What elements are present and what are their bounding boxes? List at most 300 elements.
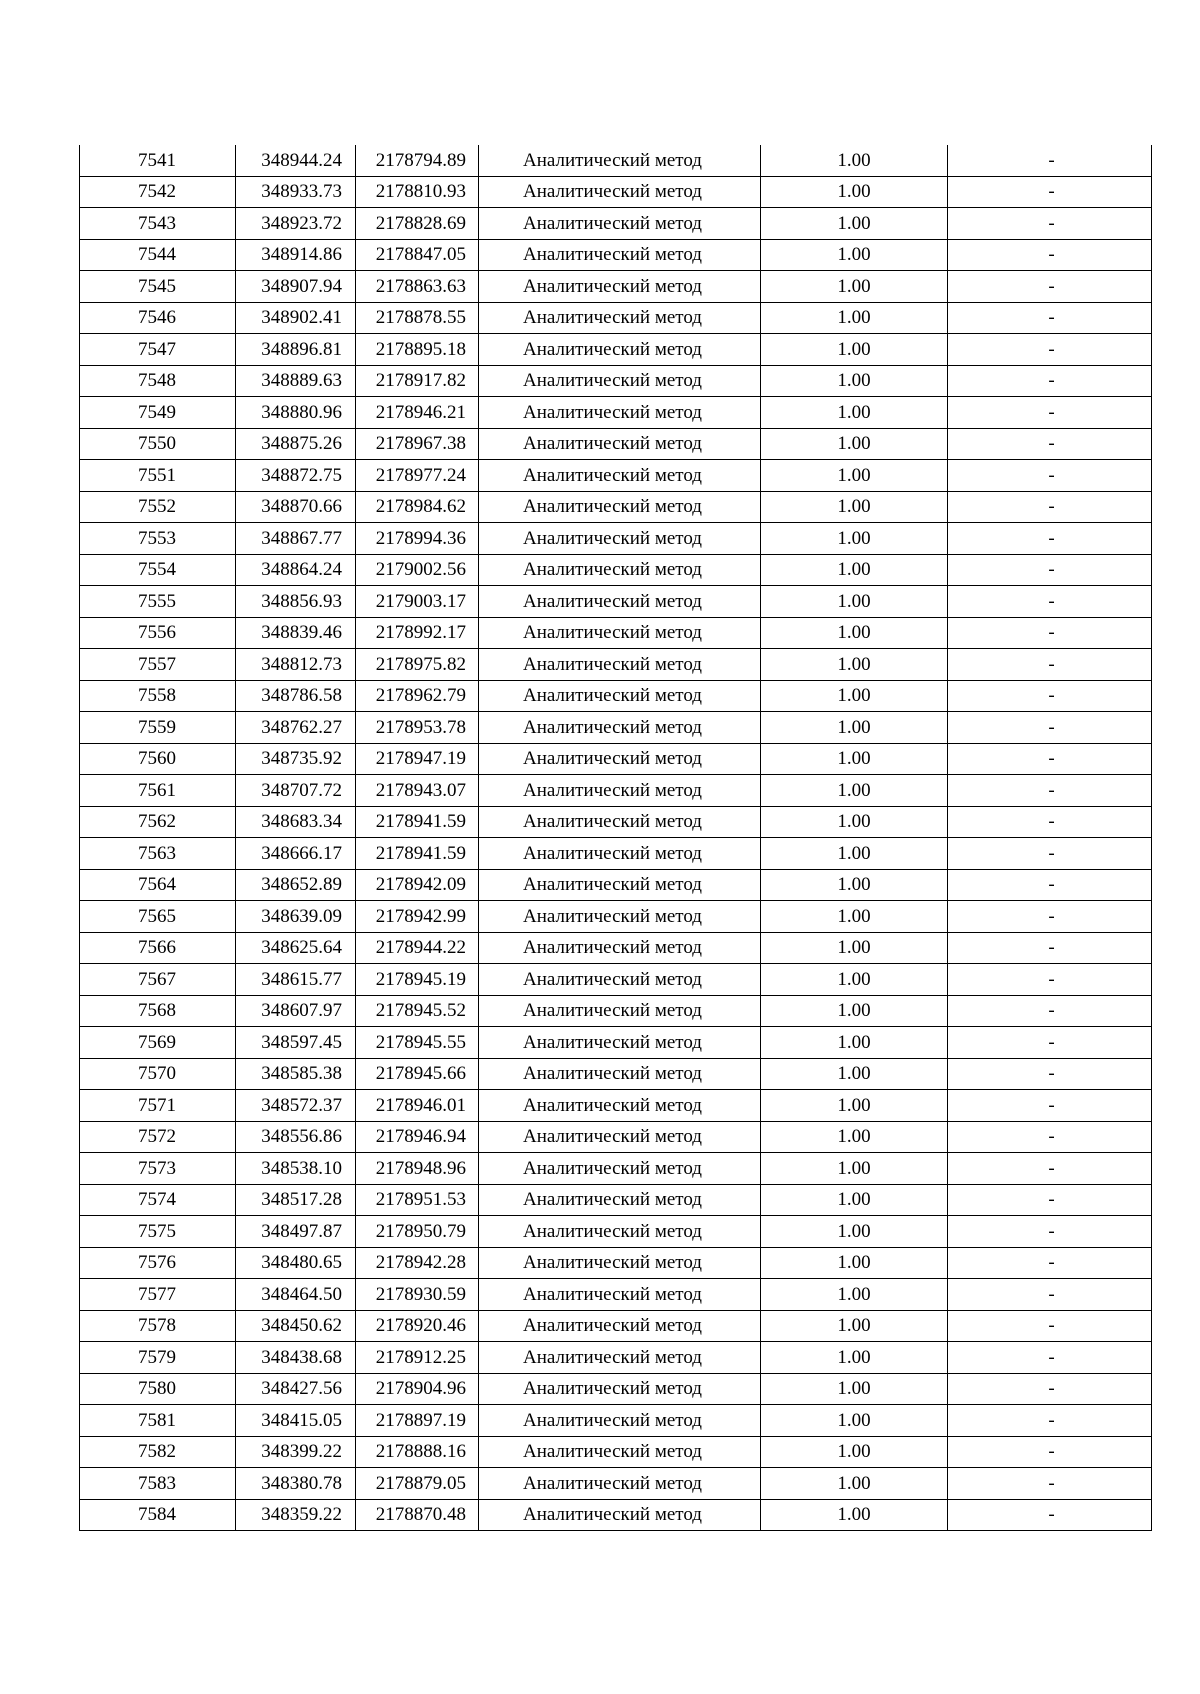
accuracy-cell: 1.00	[761, 145, 948, 176]
note-cell: -	[948, 1058, 1152, 1090]
table-row	[80, 1499, 1152, 1531]
y-coordinate-cell: 2178975.82	[356, 649, 479, 681]
x-coordinate-cell: 348762.27	[236, 712, 356, 744]
accuracy-cell: 1.00	[761, 239, 948, 271]
point-number-cell: 7568	[80, 995, 236, 1027]
method-cell: Аналитический метод	[479, 1436, 761, 1468]
y-coordinate-cell: 2178878.55	[356, 302, 479, 334]
point-number-cell: 7573	[80, 1153, 236, 1185]
method-cell: Аналитический метод	[479, 1058, 761, 1090]
method-cell: Аналитический метод	[479, 334, 761, 366]
y-coordinate-cell: 2178917.82	[356, 365, 479, 397]
note-cell: -	[948, 460, 1152, 492]
point-number-cell: 7572	[80, 1121, 236, 1153]
method-cell: Аналитический метод	[479, 1342, 761, 1374]
point-number-cell: 7542	[80, 176, 236, 208]
note-cell: -	[948, 365, 1152, 397]
method-cell: Аналитический метод	[479, 145, 761, 176]
table-row	[80, 1058, 1152, 1090]
y-coordinate-cell: 2178810.93	[356, 176, 479, 208]
coordinates-table	[79, 145, 1152, 1531]
y-coordinate-cell: 2178946.21	[356, 397, 479, 429]
point-number-cell: 7547	[80, 334, 236, 366]
x-coordinate-cell: 348572.37	[236, 1090, 356, 1122]
y-coordinate-cell: 2178945.19	[356, 964, 479, 996]
note-cell: -	[948, 1499, 1152, 1531]
accuracy-cell: 1.00	[761, 964, 948, 996]
x-coordinate-cell: 348933.73	[236, 176, 356, 208]
y-coordinate-cell: 2178912.25	[356, 1342, 479, 1374]
y-coordinate-cell: 2178984.62	[356, 491, 479, 523]
note-cell: -	[948, 1153, 1152, 1185]
y-coordinate-cell: 2178967.38	[356, 428, 479, 460]
x-coordinate-cell: 348839.46	[236, 617, 356, 649]
y-coordinate-cell: 2178930.59	[356, 1279, 479, 1311]
point-number-cell: 7548	[80, 365, 236, 397]
y-coordinate-cell: 2178994.36	[356, 523, 479, 555]
note-cell: -	[948, 1468, 1152, 1500]
accuracy-cell: 1.00	[761, 743, 948, 775]
table-row	[80, 995, 1152, 1027]
point-number-cell: 7580	[80, 1373, 236, 1405]
method-cell: Аналитический метод	[479, 743, 761, 775]
y-coordinate-cell: 2178948.96	[356, 1153, 479, 1185]
table-row	[80, 1405, 1152, 1437]
point-number-cell: 7549	[80, 397, 236, 429]
note-cell: -	[948, 775, 1152, 807]
table-row	[80, 208, 1152, 240]
point-number-cell: 7552	[80, 491, 236, 523]
method-cell: Аналитический метод	[479, 523, 761, 555]
note-cell: -	[948, 428, 1152, 460]
x-coordinate-cell: 348607.97	[236, 995, 356, 1027]
point-number-cell: 7557	[80, 649, 236, 681]
point-number-cell: 7561	[80, 775, 236, 807]
point-number-cell: 7571	[80, 1090, 236, 1122]
note-cell: -	[948, 1247, 1152, 1279]
x-coordinate-cell: 348585.38	[236, 1058, 356, 1090]
table-row	[80, 806, 1152, 838]
method-cell: Аналитический метод	[479, 1499, 761, 1531]
table-row	[80, 617, 1152, 649]
method-cell: Аналитический метод	[479, 806, 761, 838]
x-coordinate-cell: 348944.24	[236, 145, 356, 176]
x-coordinate-cell: 348683.34	[236, 806, 356, 838]
point-number-cell: 7550	[80, 428, 236, 460]
point-number-cell: 7553	[80, 523, 236, 555]
method-cell: Аналитический метод	[479, 1027, 761, 1059]
table-row	[80, 334, 1152, 366]
accuracy-cell: 1.00	[761, 1310, 948, 1342]
x-coordinate-cell: 348615.77	[236, 964, 356, 996]
table-row	[80, 523, 1152, 555]
note-cell: -	[948, 491, 1152, 523]
table-row	[80, 365, 1152, 397]
method-cell: Аналитический метод	[479, 901, 761, 933]
method-cell: Аналитический метод	[479, 586, 761, 618]
method-cell: Аналитический метод	[479, 1310, 761, 1342]
table-row	[80, 239, 1152, 271]
method-cell: Аналитический метод	[479, 617, 761, 649]
point-number-cell: 7582	[80, 1436, 236, 1468]
x-coordinate-cell: 348923.72	[236, 208, 356, 240]
point-number-cell: 7570	[80, 1058, 236, 1090]
table-row	[80, 145, 1152, 176]
y-coordinate-cell: 2178941.59	[356, 806, 479, 838]
accuracy-cell: 1.00	[761, 869, 948, 901]
accuracy-cell: 1.00	[761, 649, 948, 681]
note-cell: -	[948, 1184, 1152, 1216]
method-cell: Аналитический метод	[479, 680, 761, 712]
accuracy-cell: 1.00	[761, 901, 948, 933]
accuracy-cell: 1.00	[761, 460, 948, 492]
x-coordinate-cell: 348625.64	[236, 932, 356, 964]
y-coordinate-cell: 2178897.19	[356, 1405, 479, 1437]
table-row	[80, 1310, 1152, 1342]
y-coordinate-cell: 2178942.28	[356, 1247, 479, 1279]
x-coordinate-cell: 348907.94	[236, 271, 356, 303]
x-coordinate-cell: 348415.05	[236, 1405, 356, 1437]
method-cell: Аналитический метод	[479, 1216, 761, 1248]
accuracy-cell: 1.00	[761, 775, 948, 807]
accuracy-cell: 1.00	[761, 176, 948, 208]
x-coordinate-cell: 348889.63	[236, 365, 356, 397]
y-coordinate-cell: 2178863.63	[356, 271, 479, 303]
note-cell: -	[948, 838, 1152, 870]
table-row	[80, 302, 1152, 334]
point-number-cell: 7576	[80, 1247, 236, 1279]
accuracy-cell: 1.00	[761, 1342, 948, 1374]
y-coordinate-cell: 2178904.96	[356, 1373, 479, 1405]
x-coordinate-cell: 348867.77	[236, 523, 356, 555]
note-cell: -	[948, 1027, 1152, 1059]
note-cell: -	[948, 806, 1152, 838]
accuracy-cell: 1.00	[761, 523, 948, 555]
coordinates-table-body	[80, 145, 1152, 1531]
note-cell: -	[948, 1216, 1152, 1248]
note-cell: -	[948, 743, 1152, 775]
table-row	[80, 649, 1152, 681]
table-row	[80, 1279, 1152, 1311]
point-number-cell: 7543	[80, 208, 236, 240]
method-cell: Аналитический метод	[479, 869, 761, 901]
x-coordinate-cell: 348597.45	[236, 1027, 356, 1059]
y-coordinate-cell: 2178977.24	[356, 460, 479, 492]
point-number-cell: 7565	[80, 901, 236, 933]
note-cell: -	[948, 680, 1152, 712]
accuracy-cell: 1.00	[761, 838, 948, 870]
x-coordinate-cell: 348735.92	[236, 743, 356, 775]
accuracy-cell: 1.00	[761, 712, 948, 744]
x-coordinate-cell: 348652.89	[236, 869, 356, 901]
method-cell: Аналитический метод	[479, 176, 761, 208]
x-coordinate-cell: 348480.65	[236, 1247, 356, 1279]
y-coordinate-cell: 2178879.05	[356, 1468, 479, 1500]
x-coordinate-cell: 348872.75	[236, 460, 356, 492]
x-coordinate-cell: 348464.50	[236, 1279, 356, 1311]
table-row	[80, 712, 1152, 744]
y-coordinate-cell: 2178847.05	[356, 239, 479, 271]
y-coordinate-cell: 2179002.56	[356, 554, 479, 586]
y-coordinate-cell: 2178953.78	[356, 712, 479, 744]
point-number-cell: 7584	[80, 1499, 236, 1531]
method-cell: Аналитический метод	[479, 932, 761, 964]
table-row	[80, 1247, 1152, 1279]
method-cell: Аналитический метод	[479, 428, 761, 460]
note-cell: -	[948, 1373, 1152, 1405]
x-coordinate-cell: 348639.09	[236, 901, 356, 933]
table-row	[80, 1090, 1152, 1122]
table-row	[80, 491, 1152, 523]
note-cell: -	[948, 302, 1152, 334]
point-number-cell: 7563	[80, 838, 236, 870]
x-coordinate-cell: 348438.68	[236, 1342, 356, 1374]
method-cell: Аналитический метод	[479, 460, 761, 492]
point-number-cell: 7551	[80, 460, 236, 492]
accuracy-cell: 1.00	[761, 334, 948, 366]
point-number-cell: 7583	[80, 1468, 236, 1500]
point-number-cell: 7566	[80, 932, 236, 964]
accuracy-cell: 1.00	[761, 1216, 948, 1248]
x-coordinate-cell: 348517.28	[236, 1184, 356, 1216]
table-row	[80, 964, 1152, 996]
x-coordinate-cell: 348902.41	[236, 302, 356, 334]
accuracy-cell: 1.00	[761, 1373, 948, 1405]
y-coordinate-cell: 2178947.19	[356, 743, 479, 775]
method-cell: Аналитический метод	[479, 397, 761, 429]
point-number-cell: 7578	[80, 1310, 236, 1342]
method-cell: Аналитический метод	[479, 1153, 761, 1185]
accuracy-cell: 1.00	[761, 680, 948, 712]
x-coordinate-cell: 348399.22	[236, 1436, 356, 1468]
y-coordinate-cell: 2178944.22	[356, 932, 479, 964]
note-cell: -	[948, 176, 1152, 208]
accuracy-cell: 1.00	[761, 1184, 948, 1216]
table-row	[80, 1216, 1152, 1248]
method-cell: Аналитический метод	[479, 649, 761, 681]
point-number-cell: 7546	[80, 302, 236, 334]
method-cell: Аналитический метод	[479, 995, 761, 1027]
x-coordinate-cell: 348380.78	[236, 1468, 356, 1500]
x-coordinate-cell: 348707.72	[236, 775, 356, 807]
note-cell: -	[948, 617, 1152, 649]
method-cell: Аналитический метод	[479, 365, 761, 397]
point-number-cell: 7544	[80, 239, 236, 271]
x-coordinate-cell: 348450.62	[236, 1310, 356, 1342]
table-row	[80, 869, 1152, 901]
x-coordinate-cell: 348556.86	[236, 1121, 356, 1153]
x-coordinate-cell: 348875.26	[236, 428, 356, 460]
point-number-cell: 7577	[80, 1279, 236, 1311]
point-number-cell: 7567	[80, 964, 236, 996]
y-coordinate-cell: 2178895.18	[356, 334, 479, 366]
note-cell: -	[948, 1436, 1152, 1468]
accuracy-cell: 1.00	[761, 806, 948, 838]
note-cell: -	[948, 964, 1152, 996]
accuracy-cell: 1.00	[761, 302, 948, 334]
table-row	[80, 932, 1152, 964]
accuracy-cell: 1.00	[761, 1121, 948, 1153]
point-number-cell: 7579	[80, 1342, 236, 1374]
note-cell: -	[948, 334, 1152, 366]
method-cell: Аналитический метод	[479, 239, 761, 271]
y-coordinate-cell: 2178941.59	[356, 838, 479, 870]
table-row	[80, 1027, 1152, 1059]
accuracy-cell: 1.00	[761, 1405, 948, 1437]
note-cell: -	[948, 1121, 1152, 1153]
note-cell: -	[948, 397, 1152, 429]
note-cell: -	[948, 1405, 1152, 1437]
method-cell: Аналитический метод	[479, 838, 761, 870]
table-row	[80, 554, 1152, 586]
point-number-cell: 7562	[80, 806, 236, 838]
accuracy-cell: 1.00	[761, 617, 948, 649]
point-number-cell: 7556	[80, 617, 236, 649]
x-coordinate-cell: 348856.93	[236, 586, 356, 618]
y-coordinate-cell: 2178951.53	[356, 1184, 479, 1216]
accuracy-cell: 1.00	[761, 271, 948, 303]
y-coordinate-cell: 2178888.16	[356, 1436, 479, 1468]
y-coordinate-cell: 2178828.69	[356, 208, 479, 240]
table-row	[80, 901, 1152, 933]
accuracy-cell: 1.00	[761, 995, 948, 1027]
accuracy-cell: 1.00	[761, 1436, 948, 1468]
note-cell: -	[948, 271, 1152, 303]
point-number-cell: 7575	[80, 1216, 236, 1248]
x-coordinate-cell: 348786.58	[236, 680, 356, 712]
y-coordinate-cell: 2178950.79	[356, 1216, 479, 1248]
y-coordinate-cell: 2178946.01	[356, 1090, 479, 1122]
note-cell: -	[948, 145, 1152, 176]
table-row	[80, 1468, 1152, 1500]
table-row	[80, 397, 1152, 429]
x-coordinate-cell: 348812.73	[236, 649, 356, 681]
x-coordinate-cell: 348427.56	[236, 1373, 356, 1405]
table-row	[80, 460, 1152, 492]
y-coordinate-cell: 2178992.17	[356, 617, 479, 649]
y-coordinate-cell: 2178920.46	[356, 1310, 479, 1342]
method-cell: Аналитический метод	[479, 271, 761, 303]
accuracy-cell: 1.00	[761, 1058, 948, 1090]
note-cell: -	[948, 901, 1152, 933]
method-cell: Аналитический метод	[479, 1373, 761, 1405]
table-row	[80, 680, 1152, 712]
accuracy-cell: 1.00	[761, 365, 948, 397]
point-number-cell: 7564	[80, 869, 236, 901]
accuracy-cell: 1.00	[761, 1279, 948, 1311]
accuracy-cell: 1.00	[761, 1247, 948, 1279]
y-coordinate-cell: 2178945.66	[356, 1058, 479, 1090]
y-coordinate-cell: 2178946.94	[356, 1121, 479, 1153]
x-coordinate-cell: 348914.86	[236, 239, 356, 271]
note-cell: -	[948, 1342, 1152, 1374]
method-cell: Аналитический метод	[479, 775, 761, 807]
table-row	[80, 1184, 1152, 1216]
accuracy-cell: 1.00	[761, 491, 948, 523]
table-row	[80, 1121, 1152, 1153]
x-coordinate-cell: 348538.10	[236, 1153, 356, 1185]
table-row	[80, 1342, 1152, 1374]
table-row	[80, 838, 1152, 870]
note-cell: -	[948, 1279, 1152, 1311]
point-number-cell: 7555	[80, 586, 236, 618]
point-number-cell: 7554	[80, 554, 236, 586]
y-coordinate-cell: 2178942.99	[356, 901, 479, 933]
accuracy-cell: 1.00	[761, 428, 948, 460]
note-cell: -	[948, 1090, 1152, 1122]
accuracy-cell: 1.00	[761, 1027, 948, 1059]
table-row	[80, 586, 1152, 618]
accuracy-cell: 1.00	[761, 1468, 948, 1500]
table-row	[80, 1373, 1152, 1405]
accuracy-cell: 1.00	[761, 208, 948, 240]
y-coordinate-cell: 2178945.55	[356, 1027, 479, 1059]
accuracy-cell: 1.00	[761, 1153, 948, 1185]
note-cell: -	[948, 208, 1152, 240]
x-coordinate-cell: 348880.96	[236, 397, 356, 429]
x-coordinate-cell: 348666.17	[236, 838, 356, 870]
note-cell: -	[948, 1310, 1152, 1342]
note-cell: -	[948, 869, 1152, 901]
method-cell: Аналитический метод	[479, 1184, 761, 1216]
x-coordinate-cell: 348497.87	[236, 1216, 356, 1248]
point-number-cell: 7559	[80, 712, 236, 744]
method-cell: Аналитический метод	[479, 554, 761, 586]
accuracy-cell: 1.00	[761, 586, 948, 618]
point-number-cell: 7581	[80, 1405, 236, 1437]
note-cell: -	[948, 523, 1152, 555]
method-cell: Аналитический метод	[479, 712, 761, 744]
method-cell: Аналитический метод	[479, 208, 761, 240]
x-coordinate-cell: 348870.66	[236, 491, 356, 523]
point-number-cell: 7560	[80, 743, 236, 775]
point-number-cell: 7558	[80, 680, 236, 712]
x-coordinate-cell: 348864.24	[236, 554, 356, 586]
y-coordinate-cell: 2178870.48	[356, 1499, 479, 1531]
table-row	[80, 176, 1152, 208]
table-row	[80, 1436, 1152, 1468]
accuracy-cell: 1.00	[761, 1499, 948, 1531]
note-cell: -	[948, 239, 1152, 271]
accuracy-cell: 1.00	[761, 397, 948, 429]
x-coordinate-cell: 348896.81	[236, 334, 356, 366]
point-number-cell: 7569	[80, 1027, 236, 1059]
y-coordinate-cell: 2178962.79	[356, 680, 479, 712]
point-number-cell: 7545	[80, 271, 236, 303]
table-row	[80, 1153, 1152, 1185]
method-cell: Аналитический метод	[479, 1405, 761, 1437]
note-cell: -	[948, 649, 1152, 681]
note-cell: -	[948, 554, 1152, 586]
y-coordinate-cell: 2178942.09	[356, 869, 479, 901]
method-cell: Аналитический метод	[479, 1279, 761, 1311]
y-coordinate-cell: 2178945.52	[356, 995, 479, 1027]
y-coordinate-cell: 2179003.17	[356, 586, 479, 618]
accuracy-cell: 1.00	[761, 554, 948, 586]
accuracy-cell: 1.00	[761, 1090, 948, 1122]
method-cell: Аналитический метод	[479, 964, 761, 996]
y-coordinate-cell: 2178943.07	[356, 775, 479, 807]
point-number-cell: 7541	[80, 145, 236, 176]
method-cell: Аналитический метод	[479, 1468, 761, 1500]
table-row	[80, 428, 1152, 460]
table-row	[80, 743, 1152, 775]
note-cell: -	[948, 932, 1152, 964]
method-cell: Аналитический метод	[479, 1121, 761, 1153]
note-cell: -	[948, 586, 1152, 618]
table-row	[80, 271, 1152, 303]
x-coordinate-cell: 348359.22	[236, 1499, 356, 1531]
